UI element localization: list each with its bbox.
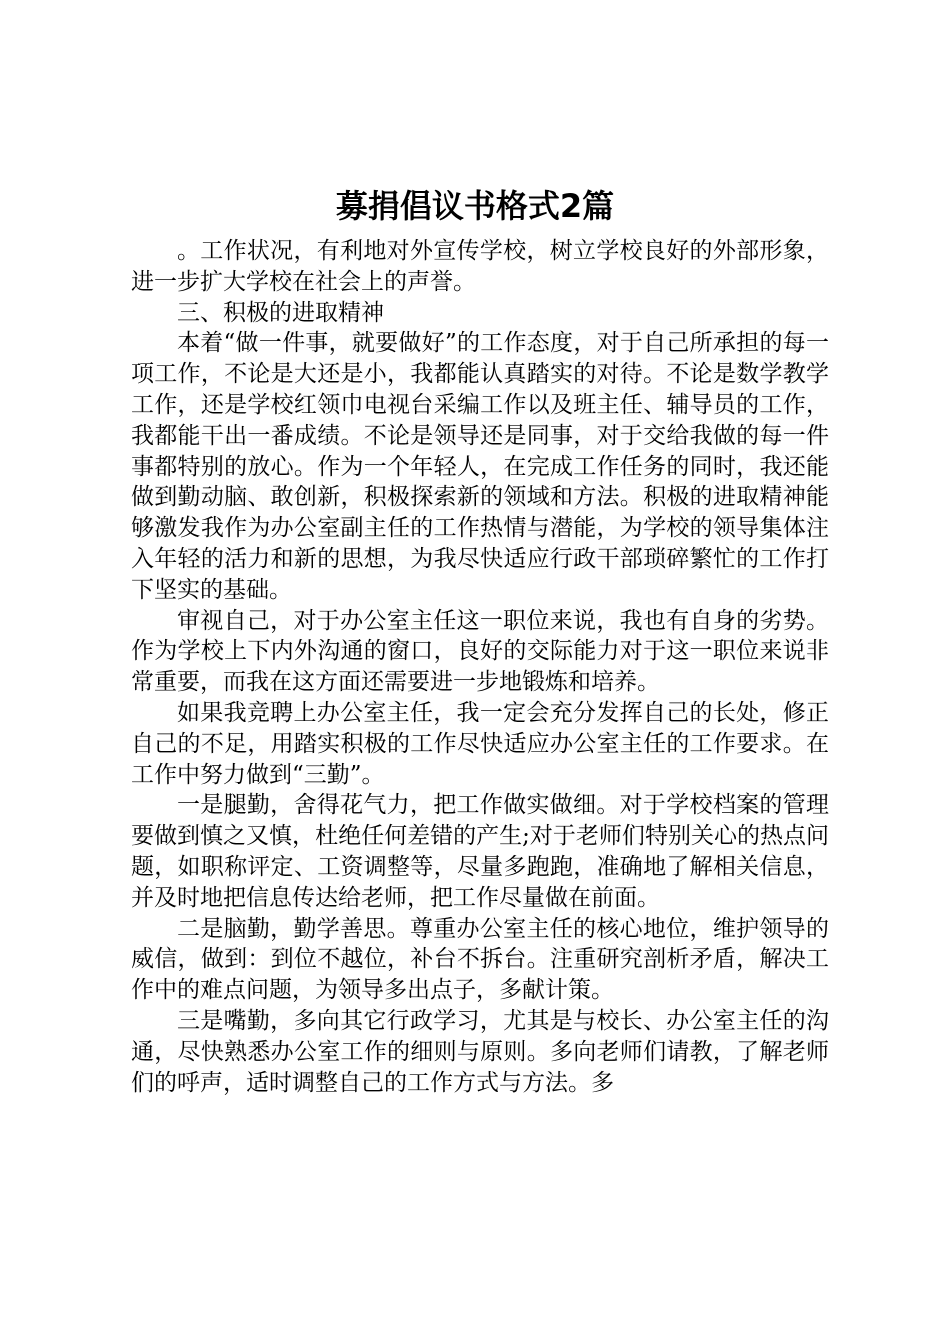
paragraph-intro: 。工作状况，有利地对外宣传学校，树立学校良好的外部形象，进一步扩大学校在社会上的声誉。: [131, 238, 829, 295]
section-heading: 三、积极的进取精神: [177, 299, 384, 326]
paragraph-legs: 一是腿勤，舍得花气力，把工作做实做细。对于学校档案的管理要做到慎之又慎，杜绝任何差错的产生;对于老师们特别关心的热点问题，如职称评定、工资调整等，尽量多跑跑，准确地了解相关信息，并及时地把信息传达给老师，把工作尽量做在前面。: [131, 792, 829, 911]
paragraph-weakness: 审视自己，对于办公室主任这一职位来说，我也有自身的劣势。作为学校上下内外沟通的窗口，良好的交际能力对于这一职位来说非常重要，而我在这方面还需要进一步地锻炼和培养。: [131, 607, 829, 696]
paragraph-spirit: 本着“做一件事，就要做好”的工作态度，对于自己所承担的每一项工作，不论是大还是小，我都能认真踏实的对待。不论是数学教学工作，还是学校红领巾电视台采编工作以及班主任、辅导员的工作，我都能干出一番成绩。不论是领导还是同事，对于交给我做的每一件事都特别的放心。作为一个年轻人，在完成工作任务的同时，我还能做到勤动脑、敢创新，积极探索新的领域和方法。积极的进取精神能够激发我作为办公室副主任的工作热情与潜能，为学校的领导集体注入年轻的活力和新的思想，为我尽快适应行政干部琐碎繁忙的工作打下坚实的基础。: [131, 330, 829, 603]
paragraph-mouth: 三是嘴勤，多向其它行政学习，尤其是与校长、办公室主任的沟通，尽快熟悉办公室工作的细则与原则。多向老师们请教，了解老师们的呼声，适时调整自己的工作方式与方法。多: [131, 1007, 829, 1096]
document-body: [131, 236, 829, 1098]
paragraph-mind: 二是脑勤，勤学善思。尊重办公室主任的核心地位，维护领导的威信，做到：到位不越位，补台不拆台。注重研究剖析矛盾，解决工作中的难点问题，为领导多出点子，多献计策。: [131, 915, 829, 1004]
paragraph-plan: 如果我竞聘上办公室主任，我一定会充分发挥自己的长处，修正自己的不足，用踏实积极的工作尽快适应办公室主任的工作要求。在工作中努力做到“三勤”。: [131, 699, 829, 788]
document-title: 募捐倡议书格式2篇: [335, 187, 615, 225]
